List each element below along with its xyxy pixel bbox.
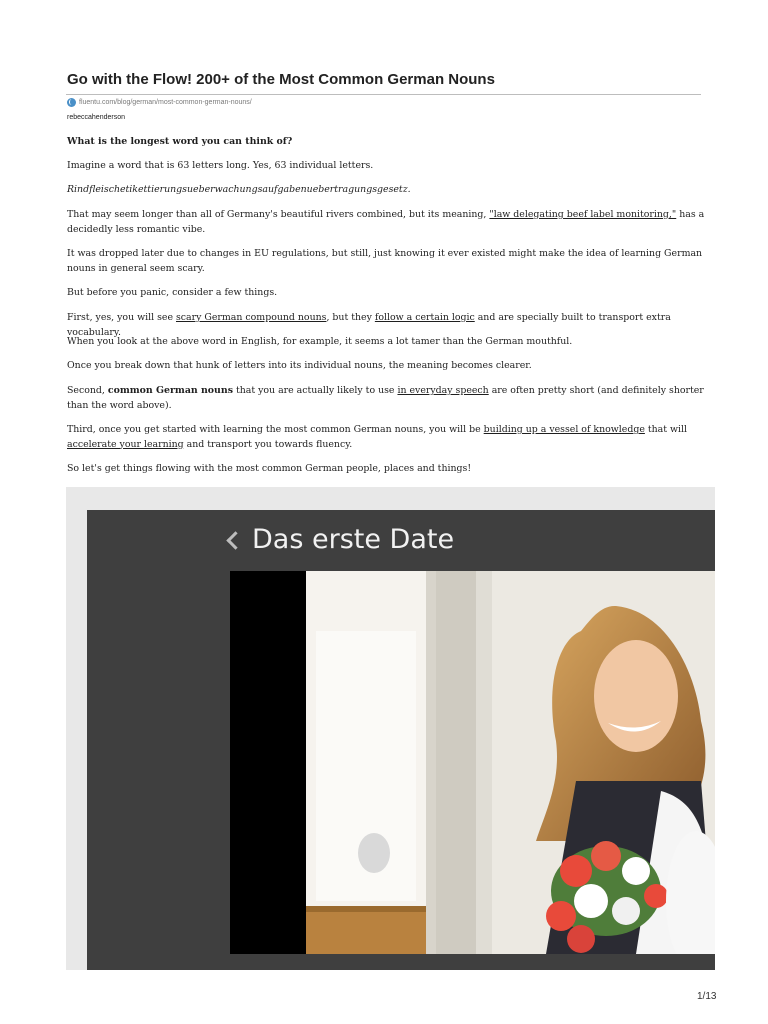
source-line <box>67 98 252 107</box>
author-name: rebeccahenderson <box>67 114 125 121</box>
title-divider <box>66 94 701 95</box>
paragraph-10-text-c: and transport you towards fluency. <box>183 438 353 450</box>
everyday-speech-link[interactable]: in everyday speech <box>397 385 489 396</box>
common-german-nouns-bold: common German nouns <box>107 385 233 396</box>
certain-logic-link[interactable]: follow a certain logic <box>374 312 475 323</box>
page-indicator: 1/13 <box>697 991 717 1002</box>
lead-question: What is the longest word you can think of? <box>67 136 293 147</box>
paragraph-10-text-a: Third, once you get started with learning the most common German nouns, you will be <box>67 424 484 435</box>
paragraph-8: Once you break down that hunk of letters into its individual nouns, the meaning becomes clearer. <box>67 360 532 371</box>
paragraph-10-text-b: that will <box>644 424 688 435</box>
paragraph-7: When you look at the above word in English, for example, it seems a lot tamer than the German mouthful. <box>67 336 573 347</box>
video-title: Das erste Date <box>252 523 455 555</box>
paragraph-11: So let's get things flowing with the most common German people, places and things! <box>67 463 472 474</box>
paragraph-9-text-b: that you are actually likely to use <box>232 385 398 396</box>
video-frame[interactable] <box>230 571 715 954</box>
beef-label-link[interactable]: "law delegating beef label monitoring," <box>489 209 677 220</box>
long-german-word: Rindfleischetikettierungsueberwachungsaufgabenuebertragungsgesetz. <box>67 184 411 195</box>
globe-icon <box>67 98 76 107</box>
long-word-paragraph <box>67 183 707 198</box>
article-title: Go with the Flow! 200+ of the Most Common German Nouns <box>67 71 495 88</box>
paragraph-6-text-b: , but they <box>326 312 375 323</box>
paragraph-3-text-a: That may seem longer than all of Germany's beautiful rivers combined, but its meaning, <box>67 209 490 220</box>
paragraph-9-text-c: are often pretty short (and definitely shorter than the word above). <box>67 385 704 411</box>
paragraph-10 <box>67 423 707 452</box>
paragraph-9 <box>67 384 707 413</box>
accelerate-learning-link[interactable]: accelerate your learning <box>67 438 184 450</box>
paragraph-1: Imagine a word that is 63 letters long. Yes, 63 individual letters. <box>67 160 374 171</box>
paragraph-3-text-b: has a decidedly less romantic vibe. <box>67 209 705 235</box>
compound-nouns-link[interactable]: scary German compound nouns <box>175 312 327 323</box>
paragraph-6-text-c: and are specially built to transport extra vocabulary. <box>67 312 671 338</box>
paragraph-4: It was dropped later due to changes in EU regulations, but still, just knowing it ever existed might make the idea of learning German nouns in general seem scary. <box>67 248 703 274</box>
video-header <box>229 519 454 559</box>
chevron-left-icon[interactable] <box>226 531 244 549</box>
paragraph-9-text-a: Second, <box>67 385 108 396</box>
paragraph-6-text-a: First, yes, you will see <box>67 312 176 323</box>
paragraph-3 <box>67 208 707 237</box>
paragraph-5: But before you panic, consider a few things. <box>67 287 278 298</box>
vessel-of-knowledge-link[interactable]: building up a vessel of knowledge <box>483 424 645 435</box>
video-scene-image <box>306 571 715 954</box>
source-url-link[interactable]: fluentu.com/blog/german/most-common-german-nouns/ <box>79 99 252 106</box>
